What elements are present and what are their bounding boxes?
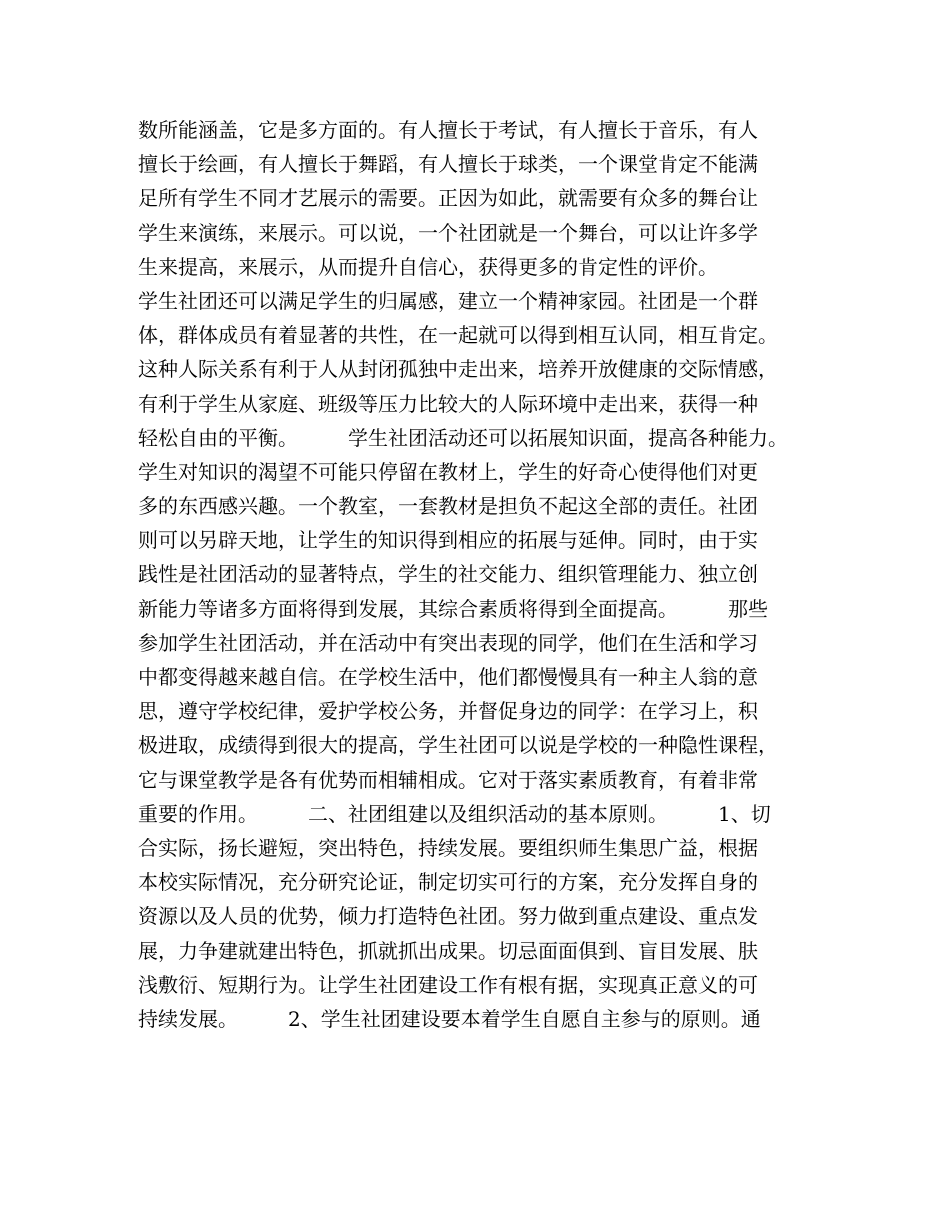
text-line: 中都变得越来越自信。在学校生活中，他们都慢慢具有一种主人翁的意 [138,665,758,689]
text-line: 新能力等诸多方面将得到发展，其综合素质将得到全面提高。 那些 [138,596,768,621]
text-line: 展，力争建就建出特色，抓就抓出成果。切忌面面俱到、盲目发展、肤 [138,938,758,963]
text-line: 有利于学生从家庭、班级等压力比较大的人际环境中走出来，获得一种 [138,391,758,416]
text-line: 参加学生社团活动，并在活动中有突出表现的同学，他们在生活和学习 [138,630,758,655]
text-line: 擅长于绘画，有人擅长于舞蹈，有人擅长于球类，一个课堂肯定不能满 [138,152,758,177]
text-line: 这种人际关系有利于人从封闭孤独中走出来，培养开放健康的交际情感， [138,357,778,382]
text-line: 足所有学生不同才艺展示的需要。正因为如此，就需要有众多的舞台让 [138,186,758,211]
text-line: 本校实际情况，充分研究论证，制定切实可行的方案，充分发挥自身的 [138,870,758,895]
text-line: 它与课堂教学是各有优势而相辅相成。它对于落实素质教育，有着非常 [138,767,758,792]
text-line: 践性是社团活动的显著特点，学生的社交能力、组织管理能力、独立创 [138,562,758,587]
text-line: 合实际，扬长避短，突出特色，持续发展。要组织师生集思广益，根据 [138,835,758,860]
body-text [138,113,828,1036]
text-line: 数所能涵盖，它是多方面的。有人擅长于考试，有人擅长于音乐，有人 [138,118,758,142]
text-line: 轻松自由的平衡。 学生社团活动还可以拓展知识面，提高各种能力。 [138,425,788,450]
text-line: 资源以及人员的优势，倾力打造特色社团。努力做到重点建设、重点发 [138,904,758,929]
text-line: 则可以另辟天地，让学生的知识得到相应的拓展与延伸。同时，由于实 [138,528,758,553]
text-line: 持续发展。 2、学生社团建设要本着学生自愿自主参与的原则。通 [138,1006,761,1031]
text-line: 重要的作用。 二、社团组建以及组织活动的基本原则。 1、切 [138,801,771,826]
text-line: 浅敷衍、短期行为。让学生社团建设工作有根有据，实现真正意义的可 [138,972,758,997]
text-line: 思，遵守学校纪律，爱护学校公务，并督促身边的同学：在学习上，积 [138,699,758,724]
text-line: 体，群体成员有着显著的共性，在一起就可以得到相互认同，相互肯定。 [138,323,778,348]
text-line: 学生来演练，来展示。可以说，一个社团就是一个舞台，可以让许多学 [138,220,758,245]
text-line: 学生社团还可以满足学生的归属感，建立一个精神家园。社团是一个群 [138,288,758,313]
text-line: 极进取，成绩得到很大的提高，学生社团可以说是学校的一种隐性课程， [138,733,778,758]
text-line: 多的东西感兴趣。一个教室，一套教材是担负不起这全部的责任。社团 [138,494,758,519]
text-line: 生来提高，来展示，从而提升自信心，获得更多的肯定性的评价。 [138,254,718,279]
text-line: 学生对知识的渴望不可能只停留在教材上，学生的好奇心使得他们对更 [138,459,758,484]
